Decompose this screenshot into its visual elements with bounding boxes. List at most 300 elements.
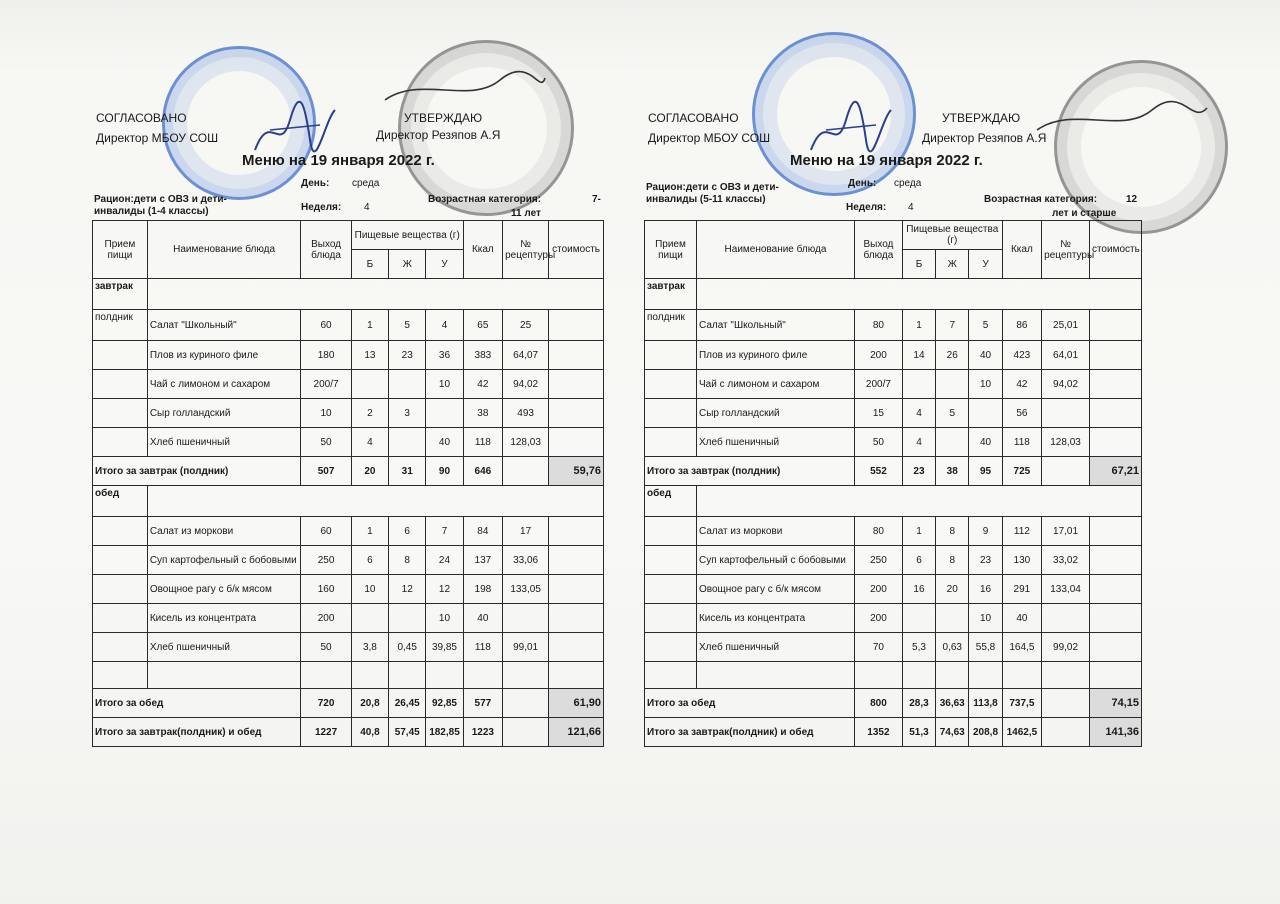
table-row bbox=[93, 517, 604, 546]
grand-total-row bbox=[93, 718, 604, 747]
meal-cell-empty bbox=[645, 604, 697, 633]
dish-output: 50 bbox=[855, 428, 903, 457]
signature-icon bbox=[806, 100, 896, 160]
section-row-lunch bbox=[93, 486, 604, 517]
total-protein: 20,8 bbox=[351, 689, 388, 718]
dish-carb: 23 bbox=[969, 546, 1002, 575]
dish-protein: 13 bbox=[351, 341, 388, 370]
table-row bbox=[93, 428, 604, 457]
section-spacer bbox=[696, 486, 1141, 517]
dish-recipe bbox=[1042, 604, 1090, 633]
dish-recipe bbox=[1042, 399, 1090, 428]
dish-fat bbox=[936, 370, 969, 399]
total-kcal: 646 bbox=[463, 457, 502, 486]
dish-protein: 4 bbox=[902, 428, 935, 457]
dish-name: Салат из моркови bbox=[147, 517, 301, 546]
ration-label-2: инвалиды (5-11 классы) bbox=[646, 194, 766, 205]
table-row bbox=[93, 341, 604, 370]
dish-kcal: 42 bbox=[1002, 370, 1042, 399]
total-carb: 208,8 bbox=[969, 718, 1002, 747]
dish-carb: 4 bbox=[426, 310, 463, 341]
total-carb: 113,8 bbox=[969, 689, 1002, 718]
empty-cell bbox=[389, 662, 426, 689]
total-protein: 20 bbox=[351, 457, 388, 486]
dish-carb bbox=[426, 399, 463, 428]
total-recipe bbox=[503, 457, 549, 486]
total-cost: 59,76 bbox=[549, 457, 604, 486]
dish-output: 80 bbox=[855, 517, 903, 546]
age-category-value: 12 bbox=[1126, 194, 1138, 205]
total-label: Итого за завтрак(полдник) и обед bbox=[645, 718, 855, 747]
total-carb: 92,85 bbox=[426, 689, 463, 718]
empty-cell bbox=[426, 662, 463, 689]
dish-fat: 8 bbox=[936, 517, 969, 546]
total-cost: 141,36 bbox=[1089, 718, 1141, 747]
table-row bbox=[645, 633, 1142, 662]
table-row bbox=[645, 575, 1142, 604]
total-fat: 26,45 bbox=[389, 689, 426, 718]
dish-kcal: 65 bbox=[463, 310, 502, 341]
total-fat: 36,63 bbox=[936, 689, 969, 718]
dish-cost bbox=[1089, 310, 1141, 341]
dish-recipe: 99,02 bbox=[1042, 633, 1090, 662]
section-spacer bbox=[147, 486, 603, 517]
dish-name: Кисель из концентрата bbox=[696, 604, 854, 633]
total-cost: 121,66 bbox=[549, 718, 604, 747]
dish-cost bbox=[1089, 604, 1141, 633]
dish-recipe: 25,01 bbox=[1042, 310, 1090, 341]
breakfast-total-row bbox=[93, 457, 604, 486]
meal-cell-empty bbox=[645, 341, 697, 370]
meal-cell-empty bbox=[645, 546, 697, 575]
dish-cost bbox=[549, 341, 604, 370]
dish-cost bbox=[1089, 341, 1141, 370]
dish-recipe: 94,02 bbox=[503, 370, 549, 399]
dish-protein: 2 bbox=[351, 399, 388, 428]
col-output-header: Выход блюда bbox=[855, 221, 903, 279]
total-output: 507 bbox=[301, 457, 351, 486]
section-row-lunch bbox=[645, 486, 1142, 517]
dish-name: Чай с лимоном и сахаром bbox=[696, 370, 854, 399]
empty-cell bbox=[936, 662, 969, 689]
col-fat-header: Ж bbox=[389, 250, 426, 279]
dish-cost bbox=[549, 604, 604, 633]
approved-label: УТВЕРЖДАЮ bbox=[404, 111, 483, 125]
empty-cell bbox=[301, 662, 351, 689]
dish-cost bbox=[549, 633, 604, 662]
table-row bbox=[645, 428, 1142, 457]
meal-cell-empty bbox=[93, 370, 148, 399]
dish-name: Овощное рагу с б/к мясом bbox=[147, 575, 301, 604]
empty-row bbox=[93, 662, 604, 689]
col-nutrients-header: Пищевые вещества (г) bbox=[351, 221, 463, 250]
table-row bbox=[93, 633, 604, 662]
total-recipe bbox=[1042, 689, 1090, 718]
meal-cell-empty bbox=[645, 575, 697, 604]
meal-cell-empty bbox=[93, 341, 148, 370]
dish-kcal: 137 bbox=[463, 546, 502, 575]
menu-table bbox=[644, 220, 1142, 747]
dish-kcal: 118 bbox=[463, 633, 502, 662]
dish-protein: 1 bbox=[902, 517, 935, 546]
dish-name: Хлеб пшеничный bbox=[147, 633, 301, 662]
age-category-label: Возрастная категория: bbox=[984, 194, 1098, 205]
col-protein-header: Б bbox=[902, 250, 935, 279]
empty-cell bbox=[351, 662, 388, 689]
empty-cell bbox=[855, 662, 903, 689]
dish-carb: 40 bbox=[969, 428, 1002, 457]
col-carb-header: У bbox=[969, 250, 1002, 279]
total-recipe bbox=[1042, 718, 1090, 747]
dish-kcal: 112 bbox=[1002, 517, 1042, 546]
meal-cell-empty bbox=[93, 546, 148, 575]
approved-label: УТВЕРЖДАЮ bbox=[942, 111, 1021, 125]
dish-fat bbox=[936, 604, 969, 633]
total-cost: 67,21 bbox=[1089, 457, 1141, 486]
dish-output: 80 bbox=[855, 310, 903, 341]
dish-cost bbox=[549, 399, 604, 428]
dish-cost bbox=[549, 575, 604, 604]
dish-kcal: 38 bbox=[463, 399, 502, 428]
empty-row bbox=[645, 662, 1142, 689]
total-label: Итого за завтрак (полдник) bbox=[93, 457, 301, 486]
dish-cost bbox=[549, 428, 604, 457]
total-fat: 38 bbox=[936, 457, 969, 486]
dish-recipe: 64,01 bbox=[1042, 341, 1090, 370]
dish-carb: 10 bbox=[969, 370, 1002, 399]
dish-cost bbox=[1089, 633, 1141, 662]
dish-name: Овощное рагу с б/к мясом bbox=[696, 575, 854, 604]
table-row bbox=[645, 517, 1142, 546]
dish-name: Салат из моркови bbox=[696, 517, 854, 546]
dish-name: Хлеб пшеничный bbox=[696, 428, 854, 457]
col-name-header: Наименование блюда bbox=[696, 221, 854, 279]
total-output: 1227 bbox=[301, 718, 351, 747]
dish-recipe bbox=[503, 604, 549, 633]
dish-carb: 5 bbox=[969, 310, 1002, 341]
signature-icon bbox=[250, 100, 340, 160]
dish-output: 15 bbox=[855, 399, 903, 428]
dish-fat: 5 bbox=[389, 310, 426, 341]
week-value: 4 bbox=[908, 202, 914, 213]
dish-protein: 4 bbox=[902, 399, 935, 428]
dish-output: 70 bbox=[855, 633, 903, 662]
total-label: Итого за обед bbox=[645, 689, 855, 718]
total-cost: 61,90 bbox=[549, 689, 604, 718]
total-output: 800 bbox=[855, 689, 903, 718]
dish-kcal: 86 bbox=[1002, 310, 1042, 341]
dish-name: Сыр голландский bbox=[696, 399, 854, 428]
agreed-label: СОГЛАСОВАНО bbox=[96, 111, 187, 125]
table-row bbox=[93, 575, 604, 604]
col-cost-header: стоимость bbox=[1089, 221, 1141, 279]
empty-cell bbox=[93, 662, 148, 689]
dish-cost bbox=[1089, 370, 1141, 399]
dish-carb: 7 bbox=[426, 517, 463, 546]
dish-output: 10 bbox=[301, 399, 351, 428]
dish-kcal: 198 bbox=[463, 575, 502, 604]
col-name-header: Наименование блюда bbox=[147, 221, 301, 279]
dish-kcal: 40 bbox=[463, 604, 502, 633]
table-row bbox=[645, 370, 1142, 399]
dish-protein bbox=[351, 604, 388, 633]
section-spacer bbox=[147, 279, 603, 310]
dish-name: Сыр голландский bbox=[147, 399, 301, 428]
dish-output: 200/7 bbox=[301, 370, 351, 399]
table-row bbox=[93, 370, 604, 399]
director-school-label: Директор МБОУ СОШ bbox=[96, 131, 219, 145]
ration-label-2: инвалиды (1-4 классы) bbox=[94, 206, 209, 217]
dish-carb: 39,85 bbox=[426, 633, 463, 662]
age-category-value-2: лет и старше bbox=[1052, 208, 1117, 219]
total-carb: 90 bbox=[426, 457, 463, 486]
empty-cell bbox=[1002, 662, 1042, 689]
signature-icon bbox=[380, 70, 550, 110]
dish-protein bbox=[351, 370, 388, 399]
dish-cost bbox=[1089, 575, 1141, 604]
dish-fat: 0,45 bbox=[389, 633, 426, 662]
col-recipe-header: № рецептуры bbox=[503, 221, 549, 279]
week-label: Неделя: bbox=[301, 202, 342, 213]
menu-title: Меню на 19 января 2022 г. bbox=[790, 152, 983, 169]
meal-cell-empty bbox=[93, 517, 148, 546]
dish-output: 250 bbox=[301, 546, 351, 575]
meal-label-snack: полдник bbox=[93, 310, 148, 341]
col-kcal-header: Ккал bbox=[1002, 221, 1042, 279]
dish-recipe: 64,07 bbox=[503, 341, 549, 370]
col-fat-header: Ж bbox=[936, 250, 969, 279]
col-recipe-header: № рецептуры bbox=[1042, 221, 1090, 279]
dish-output: 200 bbox=[855, 341, 903, 370]
dish-protein: 5,3 bbox=[902, 633, 935, 662]
dish-recipe: 33,02 bbox=[1042, 546, 1090, 575]
meal-cell-empty bbox=[645, 399, 697, 428]
total-output: 552 bbox=[855, 457, 903, 486]
dish-protein: 1 bbox=[351, 517, 388, 546]
dish-fat: 7 bbox=[936, 310, 969, 341]
lunch-total-row bbox=[93, 689, 604, 718]
ration-label: Рацион:дети с ОВЗ и дети- bbox=[646, 182, 779, 193]
table-row bbox=[645, 310, 1142, 341]
dish-kcal: 118 bbox=[1002, 428, 1042, 457]
meal-cell-empty bbox=[93, 633, 148, 662]
meal-label-breakfast: завтрак bbox=[645, 279, 697, 310]
dish-output: 250 bbox=[855, 546, 903, 575]
table-row bbox=[645, 604, 1142, 633]
dish-protein: 3,8 bbox=[351, 633, 388, 662]
table-row bbox=[645, 341, 1142, 370]
total-kcal: 577 bbox=[463, 689, 502, 718]
dish-name: Кисель из концентрата bbox=[147, 604, 301, 633]
col-output-header: Выход блюда bbox=[301, 221, 351, 279]
dish-kcal: 42 bbox=[463, 370, 502, 399]
dish-name: Чай с лимоном и сахаром bbox=[147, 370, 301, 399]
dish-output: 200 bbox=[301, 604, 351, 633]
dish-carb: 10 bbox=[969, 604, 1002, 633]
age-category-value: 7- bbox=[592, 194, 601, 205]
meal-cell-empty bbox=[93, 575, 148, 604]
meal-cell-empty bbox=[645, 370, 697, 399]
dish-protein: 6 bbox=[351, 546, 388, 575]
dish-carb: 24 bbox=[426, 546, 463, 575]
total-fat: 74,63 bbox=[936, 718, 969, 747]
total-kcal: 737,5 bbox=[1002, 689, 1042, 718]
dish-output: 200/7 bbox=[855, 370, 903, 399]
dish-kcal: 291 bbox=[1002, 575, 1042, 604]
total-recipe bbox=[1042, 457, 1090, 486]
day-value: среда bbox=[352, 178, 380, 189]
week-label: Неделя: bbox=[846, 202, 887, 213]
table-row bbox=[645, 399, 1142, 428]
dish-recipe: 17,01 bbox=[1042, 517, 1090, 546]
school-stamp-icon bbox=[752, 32, 916, 196]
empty-cell bbox=[549, 662, 604, 689]
dish-fat bbox=[389, 370, 426, 399]
total-label: Итого за завтрак(полдник) и обед bbox=[93, 718, 301, 747]
dish-protein: 10 bbox=[351, 575, 388, 604]
empty-cell bbox=[503, 662, 549, 689]
dish-name: Плов из куриного филе bbox=[147, 341, 301, 370]
total-kcal: 1223 bbox=[463, 718, 502, 747]
dish-cost bbox=[549, 370, 604, 399]
col-cost-header: стоимость bbox=[549, 221, 604, 279]
col-nutrients-header: Пищевые вещества (г) bbox=[902, 221, 1002, 250]
dish-fat: 8 bbox=[389, 546, 426, 575]
empty-cell bbox=[147, 662, 301, 689]
grand-total-row bbox=[645, 718, 1142, 747]
empty-cell bbox=[1089, 662, 1141, 689]
dish-fat bbox=[936, 428, 969, 457]
col-carb-header: У bbox=[426, 250, 463, 279]
director-school-label: Директор МБОУ СОШ bbox=[648, 131, 771, 145]
dish-carb: 16 bbox=[969, 575, 1002, 604]
total-protein: 28,3 bbox=[902, 689, 935, 718]
dish-cost bbox=[1089, 546, 1141, 575]
age-category-value-2: 11 лет bbox=[511, 208, 541, 219]
total-carb: 95 bbox=[969, 457, 1002, 486]
total-fat: 57,45 bbox=[389, 718, 426, 747]
agreed-label: СОГЛАСОВАНО bbox=[648, 111, 739, 125]
col-meal-header: Прием пищи bbox=[645, 221, 697, 279]
dish-recipe: 493 bbox=[503, 399, 549, 428]
meal-cell-empty bbox=[93, 399, 148, 428]
total-label: Итого за завтрак (полдник) bbox=[645, 457, 855, 486]
meal-cell-empty bbox=[93, 428, 148, 457]
dish-fat bbox=[389, 428, 426, 457]
dish-protein: 4 bbox=[351, 428, 388, 457]
meal-cell-empty bbox=[645, 517, 697, 546]
col-kcal-header: Ккал bbox=[463, 221, 502, 279]
dish-recipe: 94,02 bbox=[1042, 370, 1090, 399]
dish-carb: 36 bbox=[426, 341, 463, 370]
dish-recipe: 128,03 bbox=[1042, 428, 1090, 457]
dish-output: 50 bbox=[301, 428, 351, 457]
total-output: 720 bbox=[301, 689, 351, 718]
dish-output: 160 bbox=[301, 575, 351, 604]
dish-cost bbox=[549, 517, 604, 546]
dish-kcal: 423 bbox=[1002, 341, 1042, 370]
total-fat: 31 bbox=[389, 457, 426, 486]
day-value: среда bbox=[894, 178, 922, 189]
dish-recipe: 33,06 bbox=[503, 546, 549, 575]
meal-label-lunch: обед bbox=[93, 486, 148, 517]
dish-name: Салат "Школьный" bbox=[696, 310, 854, 341]
total-protein: 51,3 bbox=[902, 718, 935, 747]
dish-carb: 12 bbox=[426, 575, 463, 604]
dish-cost bbox=[549, 310, 604, 341]
breakfast-total-row bbox=[645, 457, 1142, 486]
table-row bbox=[93, 604, 604, 633]
total-protein: 23 bbox=[902, 457, 935, 486]
dish-kcal: 40 bbox=[1002, 604, 1042, 633]
meal-label-lunch: обед bbox=[645, 486, 697, 517]
dish-carb: 40 bbox=[426, 428, 463, 457]
dish-kcal: 118 bbox=[463, 428, 502, 457]
empty-cell bbox=[969, 662, 1002, 689]
dish-recipe: 99,01 bbox=[503, 633, 549, 662]
section-spacer bbox=[696, 279, 1141, 310]
table-row bbox=[645, 546, 1142, 575]
dish-output: 60 bbox=[301, 310, 351, 341]
dish-cost bbox=[1089, 517, 1141, 546]
total-recipe bbox=[503, 718, 549, 747]
dish-recipe: 133,05 bbox=[503, 575, 549, 604]
ration-label: Рацион:дети с ОВЗ и дети- bbox=[94, 194, 227, 205]
dish-carb: 9 bbox=[969, 517, 1002, 546]
meal-label-breakfast: завтрак bbox=[93, 279, 148, 310]
total-label: Итого за обед bbox=[93, 689, 301, 718]
director-name: Директор Резяпов А.Я bbox=[922, 131, 1047, 145]
director-name: Директор Резяпов А.Я bbox=[376, 128, 501, 142]
table-row bbox=[93, 399, 604, 428]
total-recipe bbox=[503, 689, 549, 718]
dish-output: 200 bbox=[855, 575, 903, 604]
dish-fat: 26 bbox=[936, 341, 969, 370]
dish-fat: 5 bbox=[936, 399, 969, 428]
day-label: День: bbox=[301, 178, 330, 189]
section-row-breakfast bbox=[93, 279, 604, 310]
empty-cell bbox=[902, 662, 935, 689]
dish-fat: 0,63 bbox=[936, 633, 969, 662]
week-value: 4 bbox=[364, 202, 370, 213]
dish-carb: 10 bbox=[426, 604, 463, 633]
dish-protein bbox=[902, 604, 935, 633]
dish-fat: 6 bbox=[389, 517, 426, 546]
dish-carb: 10 bbox=[426, 370, 463, 399]
dish-fat: 12 bbox=[389, 575, 426, 604]
total-cost: 74,15 bbox=[1089, 689, 1141, 718]
dish-fat: 23 bbox=[389, 341, 426, 370]
dish-protein: 1 bbox=[902, 310, 935, 341]
empty-cell bbox=[645, 662, 697, 689]
total-kcal: 725 bbox=[1002, 457, 1042, 486]
dish-output: 180 bbox=[301, 341, 351, 370]
total-kcal: 1462,5 bbox=[1002, 718, 1042, 747]
dish-kcal: 130 bbox=[1002, 546, 1042, 575]
dish-carb: 40 bbox=[969, 341, 1002, 370]
dish-fat: 3 bbox=[389, 399, 426, 428]
empty-cell bbox=[463, 662, 502, 689]
dish-protein bbox=[902, 370, 935, 399]
meal-label-snack: полдник bbox=[645, 310, 697, 341]
dish-name: Плов из куриного филе bbox=[696, 341, 854, 370]
dish-fat: 8 bbox=[936, 546, 969, 575]
dish-name: Хлеб пшеничный bbox=[696, 633, 854, 662]
col-protein-header: Б bbox=[351, 250, 388, 279]
menu-title: Меню на 19 января 2022 г. bbox=[242, 152, 435, 169]
dish-protein: 16 bbox=[902, 575, 935, 604]
meal-cell-empty bbox=[93, 604, 148, 633]
